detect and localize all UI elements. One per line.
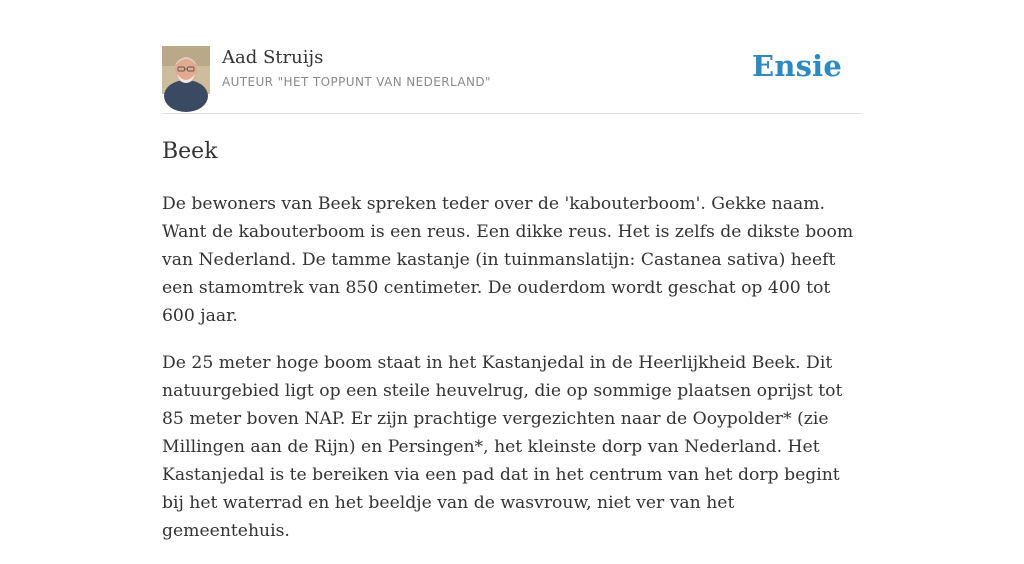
author-header — [162, 46, 862, 96]
article-body — [162, 190, 862, 564]
author-role: AUTEUR "HET TOPPUNT VAN NEDERLAND" — [222, 75, 491, 89]
avatar[interactable] — [162, 46, 210, 94]
header-divider — [162, 113, 862, 114]
avatar-portrait-icon — [162, 46, 210, 94]
article-paragraph: De bewoners van Beek spreken teder over de 'kabouterboom'. Gekke naam. Want de kabouterboom is een reus. Een dikke reus. Het is zelfs de dikste boom van Nederland. De tamme kastanje (in tuinmanslatijn: Castanea sativa) heeft een stamomtrek van 850 centimeter. De ouderdom wordt geschat op 400 tot 600 jaar. — [162, 194, 854, 326]
brand-logo[interactable]: Ensie — [752, 49, 842, 83]
article-paragraph: De 25 meter hoge boom staat in het Kastanjedal in de Heerlijkheid Beek. Dit natuurgebied ligt op een steile heuvelrug, die op sommige plaatsen oprijst tot 85 meter boven NAP. Er zijn prachtige vergezichten naar de Ooypolder* (zie Millingen aan de Rijn) en Persingen*, het kleinste dorp van Nederland. Het Kastanjedal is te bereiken via een pad dat in het centrum van het dorp begint bij het waterrad en het beeldje van de wasvrouw, niet ver van het gemeentehuis. — [162, 353, 843, 541]
article-title: Beek — [162, 139, 218, 164]
author-name[interactable]: Aad Struijs — [222, 47, 324, 68]
